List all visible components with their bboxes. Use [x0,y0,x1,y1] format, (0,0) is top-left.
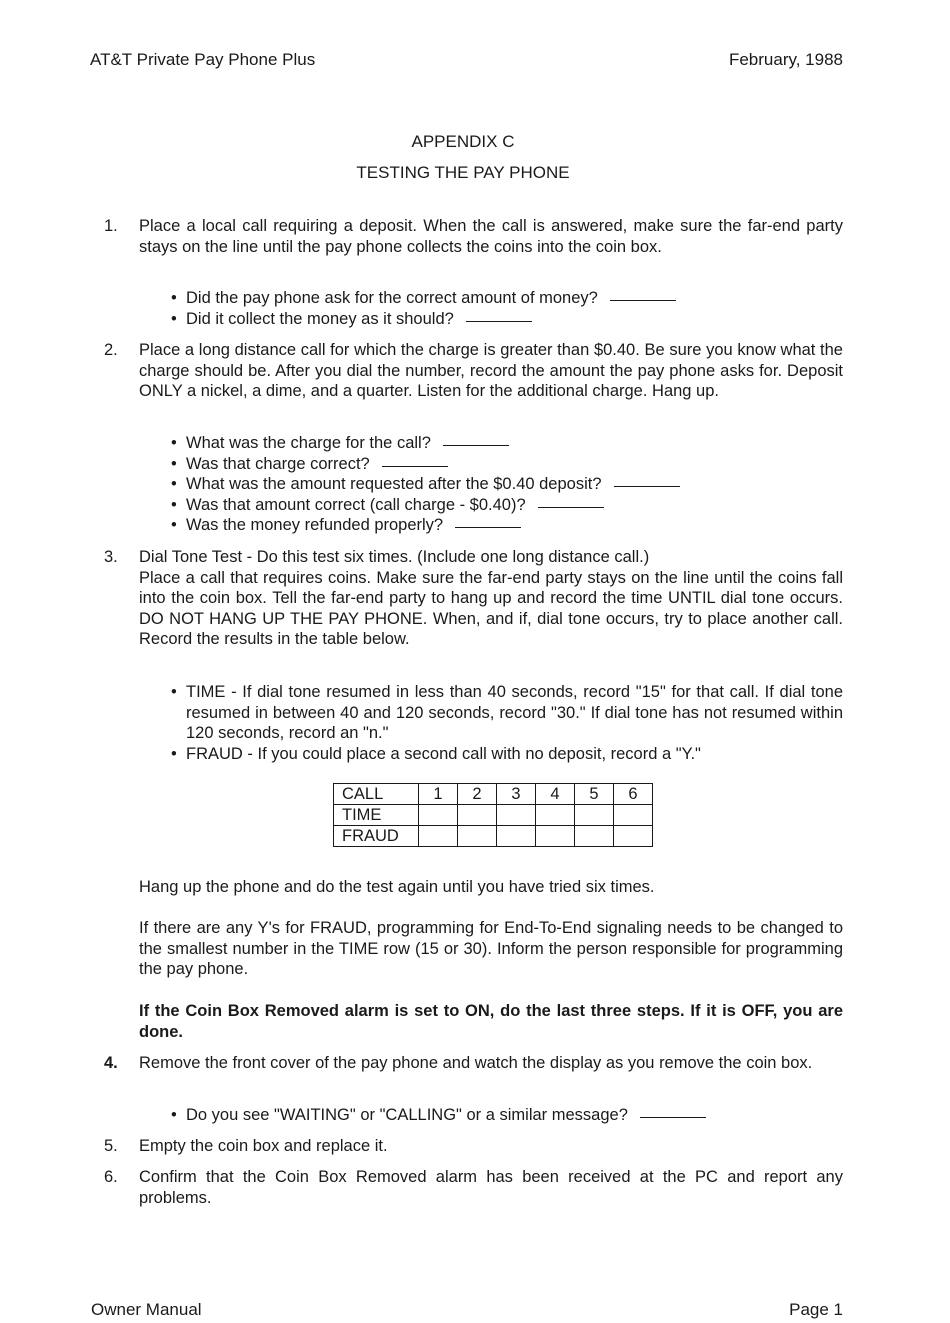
call-number: 2 [458,784,497,805]
page-title: TESTING THE PAY PHONE [356,163,570,182]
hang-up-note: Hang up the phone and do the test again until you have tried six times. [139,878,655,896]
time-cell [497,805,536,826]
question-text: What was the charge for the call? [186,434,431,452]
bullet-icon: • [171,495,177,514]
step-3-bullets [171,682,843,764]
table-row [334,826,653,847]
list-item [171,454,843,475]
answer-blank [466,320,532,322]
bullet-icon: • [171,683,177,701]
time-cell [458,805,497,826]
fraud-cell [419,826,458,847]
list-item [171,495,843,516]
dial-tone-table [333,783,653,847]
step-4-number: 4. [104,1054,118,1072]
step-1-bullets [171,288,843,329]
instruction-text: TIME - If dial tone resumed in less than 40 seconds, record "15" for that call. If dial tone resumed in between 40 and 120 seconds, record "30." If dial tone has not resumed within 120 seconds, record an "n." [186,683,843,743]
question-text: What was the amount requested after the $0.40 deposit? [186,475,602,494]
call-number: 6 [614,784,653,805]
call-number: 5 [575,784,614,805]
call-number: 4 [536,784,575,805]
call-number: 1 [419,784,458,805]
call-number: 3 [497,784,536,805]
time-cell [536,805,575,826]
question-text: Did it collect the money as it should? [186,309,454,328]
answer-blank [614,485,680,487]
step-3 [104,547,843,650]
bullet-icon: • [171,1106,177,1124]
list-item [171,309,843,330]
answer-blank [455,526,521,528]
fraud-cell [458,826,497,847]
step-2-text: Place a long distance call for which the charge is greater than $0.40. Be sure you know what the charge should be. After you dial the number, record the amount the pay phone asks for. Deposit ONLY a nickel, a dime, and a quarter. Listen for the additional charge. Hang up. [139,341,843,401]
list-item [171,744,843,765]
list-item [171,433,843,454]
footer-page: Page 1 [789,1300,843,1319]
bullet-icon: • [171,516,177,535]
fraud-cell [614,826,653,847]
header-title: AT&T Private Pay Phone Plus [90,50,316,69]
step-4-bullets [171,1105,843,1126]
step-5 [104,1136,843,1157]
time-cell [419,805,458,826]
appendix-label: APPENDIX C [411,132,515,151]
step-4 [104,1053,843,1074]
fraud-note: If there are any Y's for FRAUD, programming for End-To-End signaling needs to be changed to the smallest number in the TIME row (15 or 30). Inform the person responsible for programming the pay phone. [139,919,843,979]
time-cell [575,805,614,826]
answer-blank [443,444,509,446]
fraud-cell [497,826,536,847]
step-3-text: Place a call that requires coins. Make sure the far-end party stays on the line until the coins fall into the coin box. Tell the far-end party to hang up and record the time UNTIL dial tone occurs. DO NOT HANG UP THE PAY PHONE. When, and if, dial tone occurs, try to place another call. Record the results in the table below. [139,568,843,649]
table-row [334,784,653,805]
step-4-text: Remove the front cover of the pay phone and watch the display as you remove the coin box. [139,1054,813,1072]
bullet-icon: • [171,454,177,473]
step-1 [104,216,843,257]
row-label-time: TIME [334,805,419,826]
header-date: February, 1988 [728,50,843,69]
answer-blank [382,465,448,467]
row-label-fraud: FRAUD [334,826,419,847]
table-row [334,805,653,826]
question-text: Did the pay phone ask for the correct amount of money? [186,289,598,307]
step-6-number: 6. [104,1168,118,1186]
step-1-text: Place a local call requiring a deposit. When the call is answered, make sure the far-end party stays on the line until the pay phone collects the coins into the coin box. [139,217,843,256]
step-6 [104,1167,843,1208]
answer-blank [538,506,604,508]
bullet-icon: • [171,434,177,452]
step-2 [104,340,843,402]
bullet-icon: • [171,744,177,763]
footer-manual: Owner Manual [91,1300,202,1319]
answer-blank [640,1116,706,1118]
instruction-text: FRAUD - If you could place a second call with no deposit, record a "Y." [186,744,701,763]
list-item [171,515,843,536]
fraud-cell [536,826,575,847]
bullet-icon: • [171,309,177,328]
step-5-number: 5. [104,1137,118,1155]
list-item [171,682,843,744]
bullet-icon: • [171,475,177,494]
alarm-note: If the Coin Box Removed alarm is set to ON, do the last three steps. If it is OFF, you are done. [139,1002,843,1041]
step-3-heading: Dial Tone Test - Do this test six times. (Include one long distance call.) [139,548,650,566]
question-text: Was the money refunded properly? [186,516,444,535]
step-5-text: Empty the coin box and replace it. [139,1137,388,1155]
list-item [171,288,843,309]
question-text: Was that charge correct? [186,454,370,473]
list-item [171,474,843,495]
step-2-bullets [171,433,843,536]
step-2-number: 2. [104,341,118,359]
bullet-icon: • [171,289,177,307]
row-label-call: CALL [334,784,419,805]
question-text: Was that amount correct (call charge - $0.40)? [186,495,526,514]
step-6-text: Confirm that the Coin Box Removed alarm has been received at the PC and report any problems. [139,1168,843,1207]
step-1-number: 1. [104,217,118,235]
fraud-cell [575,826,614,847]
list-item [171,1105,843,1126]
question-text: Do you see "WAITING" or "CALLING" or a similar message? [186,1106,628,1124]
step-3-number: 3. [104,548,118,566]
answer-blank [610,299,676,301]
time-cell [614,805,653,826]
